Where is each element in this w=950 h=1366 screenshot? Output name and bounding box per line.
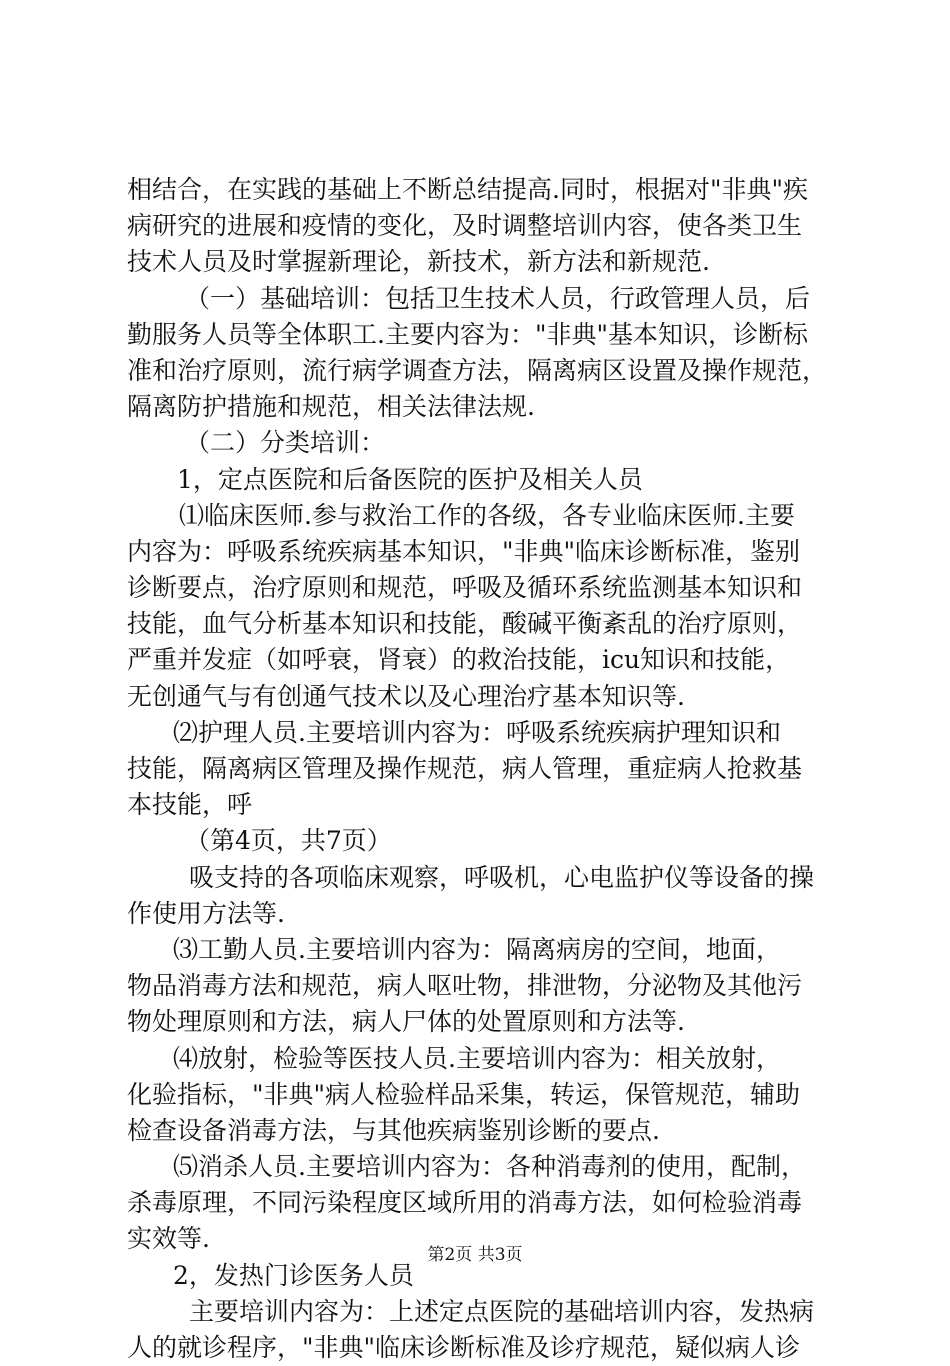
text-line: 技能，血气分析基本知识和技能，酸碱平衡紊乱的治疗原则，	[127, 609, 803, 639]
text-line: ⑷放射，检验等医技人员.主要培训内容为：相关放射，	[173, 1043, 781, 1073]
text-line: 准和治疗原则，流行病学调查方法，隔离病区设置及操作规范，	[127, 355, 828, 385]
text-line: 勤服务人员等全体职工.主要内容为："非典"基本知识，诊断标	[127, 319, 808, 349]
text-line: 技术人员及时掌握新理论，新技术，新方法和新规范.	[127, 247, 710, 277]
text-line: 化验指标，"非典"病人检验样品采集，转运，保管规范，辅助	[127, 1079, 801, 1109]
text-line: 物处理原则和方法，病人尸体的处置原则和方法等.	[127, 1007, 685, 1037]
text-line: 2，发热门诊医务人员	[173, 1260, 414, 1290]
text-line: 实效等.	[127, 1224, 210, 1254]
text-line: 作使用方法等.	[127, 898, 285, 928]
text-line: 杀毒原理，不同污染程度区域所用的消毒方法，如何检验消毒	[127, 1188, 803, 1218]
text-line: 物品消毒方法和规范，病人呕吐物，排泄物，分泌物及其他污	[127, 971, 803, 1001]
text-line: （一）基础培训：包括卫生技术人员，行政管理人员，后	[185, 283, 811, 313]
text-line: 检查设备消毒方法，与其他疾病鉴别诊断的要点.	[127, 1115, 660, 1145]
text-line: 内容为：呼吸系统疾病基本知识，"非典"临床诊断标准，鉴别	[127, 536, 801, 566]
page-footer: 第2页 共3页	[427, 1245, 523, 1265]
text-line: （二）分类培训：	[185, 428, 386, 458]
text-line: ⑴临床医师.参与救治工作的各级，各专业临床医师.主要	[179, 500, 795, 530]
text-line: ⑶工勤人员.主要培训内容为：隔离病房的空间，地面，	[173, 934, 781, 964]
text-line: 无创通气与有创通气技术以及心理治疗基本知识等.	[127, 681, 685, 711]
text-line: 吸支持的各项临床观察，呼吸机，心电监护仪等设备的操	[189, 862, 815, 892]
text-line: 本技能，呼	[127, 790, 253, 820]
text-line: （第4页，共7页）	[185, 826, 392, 856]
text-line: ⑵护理人员.主要培训内容为：呼吸系统疾病护理知识和	[173, 717, 781, 747]
text-line: 相结合，在实践的基础上不断总结提高.同时，根据对"非典"疾	[127, 175, 808, 204]
text-line: 人的就诊程序，"非典"临床诊断标准及诊疗规范，疑似病人诊	[127, 1333, 801, 1362]
text-line: 主要培训内容为：上述定点医院的基础培训内容，发热病	[189, 1296, 815, 1326]
text-line: 隔离防护措施和规范，相关法律法规.	[127, 392, 535, 422]
text-line: 技能，隔离病区管理及操作规范，病人管理，重症病人抢救基	[127, 754, 803, 783]
text-line: ⑸消杀人员.主要培训内容为：各种消毒剂的使用，配制，	[173, 1152, 806, 1182]
document-body	[127, 172, 835, 1366]
text-line: 严重并发症（如呼衰，肾衰）的救治技能，icu知识和技能，	[127, 645, 791, 675]
text-line: 1，定点医院和后备医院的医护及相关人员	[177, 464, 643, 494]
text-line: 诊断要点，治疗原则和规范，呼吸及循环系统监测基本知识和	[127, 573, 803, 603]
text-line: 病研究的进展和疫情的变化，及时调整培训内容，使各类卫生	[127, 211, 803, 241]
